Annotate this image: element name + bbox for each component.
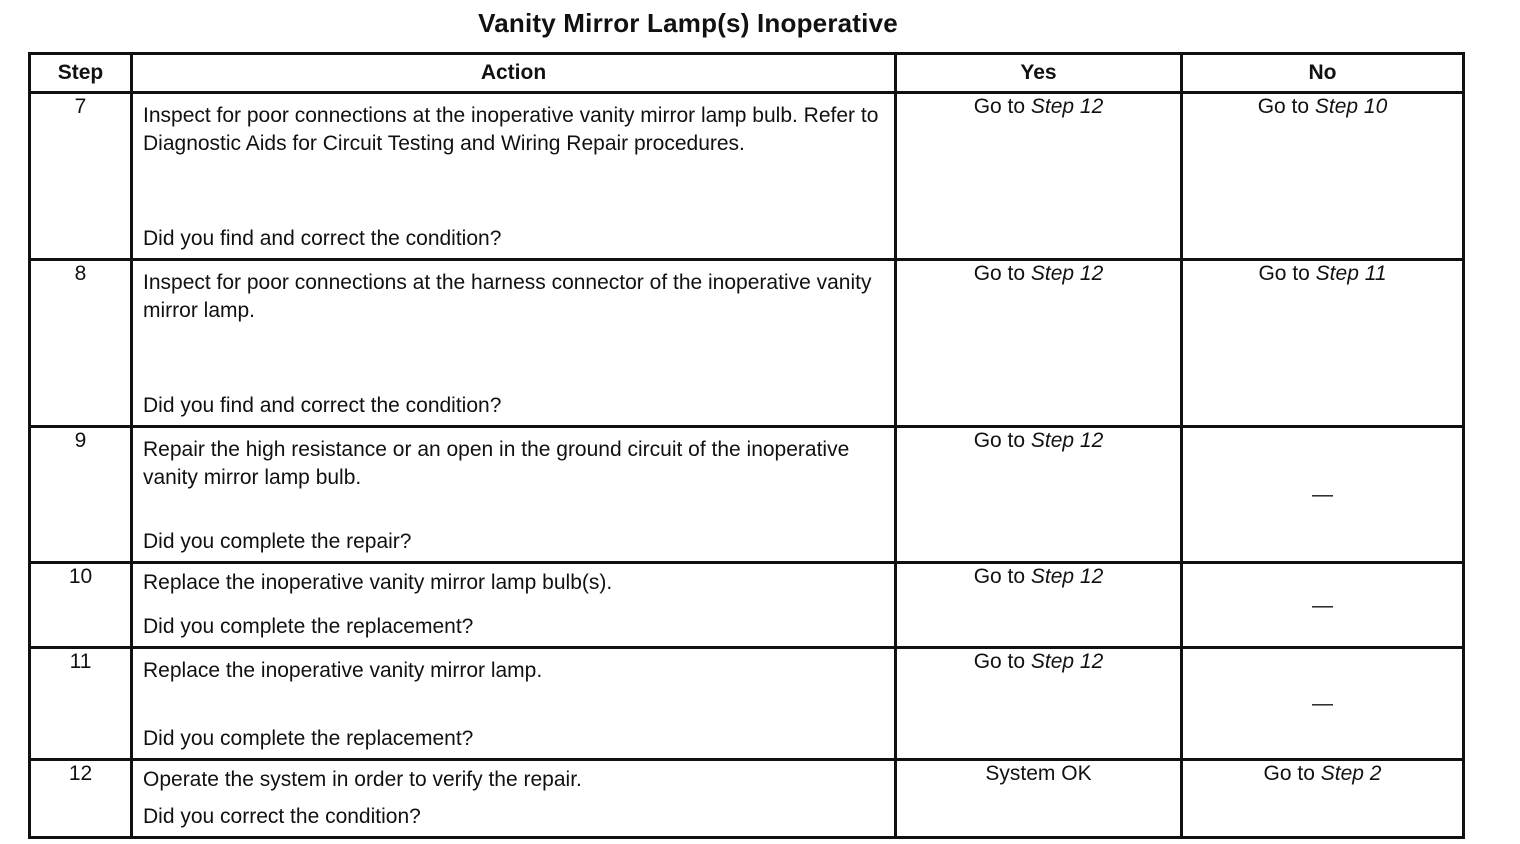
yes-goto-prefix: Go to bbox=[973, 429, 1031, 452]
action-cell bbox=[132, 260, 896, 427]
action-cell bbox=[132, 563, 896, 648]
no-goto-step: Step 2 bbox=[1320, 762, 1382, 785]
yes-cell-system-ok: System OK bbox=[896, 760, 1182, 838]
yes-cell bbox=[896, 260, 1182, 427]
yes-goto-prefix: Go to bbox=[973, 95, 1031, 118]
action-instruction: Repair the high resistance or an open in the ground circuit of the inoperative vanity mirror lamp bulb. bbox=[143, 438, 850, 489]
no-cell-dash: — bbox=[1182, 563, 1464, 648]
yes-goto-step: Step 12 bbox=[1030, 565, 1104, 588]
no-cell bbox=[1182, 93, 1464, 260]
action-question: Did you find and correct the condition? bbox=[143, 227, 502, 250]
action-instruction: Operate the system in order to verify the repair. bbox=[143, 768, 582, 791]
no-goto-prefix: Go to bbox=[1258, 262, 1316, 285]
action-instruction: Inspect for poor connections at the harness connector of the inoperative vanity mirror lamp. bbox=[143, 271, 872, 322]
no-goto-step: Step 11 bbox=[1315, 262, 1387, 285]
page-title: Vanity Mirror Lamp(s) Inoperative bbox=[478, 8, 898, 38]
yes-goto-prefix: Go to bbox=[973, 650, 1031, 673]
yes-goto-step: Step 12 bbox=[1030, 95, 1104, 118]
table-header-row bbox=[30, 54, 1464, 93]
step-number: 7 bbox=[30, 93, 132, 260]
action-question: Did you correct the condition? bbox=[143, 805, 421, 828]
action-cell bbox=[132, 427, 896, 563]
header-yes: Yes bbox=[896, 54, 1182, 93]
yes-goto-step: Step 12 bbox=[1030, 262, 1104, 285]
no-goto-step: Step 10 bbox=[1314, 95, 1388, 118]
yes-cell bbox=[896, 93, 1182, 260]
action-cell bbox=[132, 93, 896, 260]
header-action: Action bbox=[132, 54, 896, 93]
table-row bbox=[30, 260, 1464, 427]
no-cell-dash: — bbox=[1182, 648, 1464, 760]
step-number: 10 bbox=[30, 563, 132, 648]
yes-goto-step: Step 12 bbox=[1030, 650, 1104, 673]
action-question: Did you complete the replacement? bbox=[143, 615, 474, 638]
action-instruction: Replace the inoperative vanity mirror lamp bulb(s). bbox=[143, 571, 613, 594]
yes-cell bbox=[896, 427, 1182, 563]
table-row bbox=[30, 648, 1464, 760]
action-question: Did you complete the repair? bbox=[143, 530, 412, 553]
yes-cell bbox=[896, 563, 1182, 648]
table-row bbox=[30, 563, 1464, 648]
no-cell bbox=[1182, 260, 1464, 427]
table-row bbox=[30, 93, 1464, 260]
header-no: No bbox=[1182, 54, 1464, 93]
no-goto-prefix: Go to bbox=[1263, 762, 1321, 785]
header-step: Step bbox=[30, 54, 132, 93]
action-question: Did you complete the replacement? bbox=[143, 727, 474, 750]
step-number: 9 bbox=[30, 427, 132, 563]
action-instruction: Inspect for poor connections at the inoperative vanity mirror lamp bulb. Refer to Diagnostic Aids for Circuit Testing and Wiring Repair procedures. bbox=[143, 104, 879, 155]
no-goto-prefix: Go to bbox=[1257, 95, 1315, 118]
table-row bbox=[30, 760, 1464, 838]
yes-cell bbox=[896, 648, 1182, 760]
yes-goto-prefix: Go to bbox=[973, 262, 1031, 285]
step-number: 12 bbox=[30, 760, 132, 838]
action-cell bbox=[132, 760, 896, 838]
no-cell-dash: — bbox=[1182, 427, 1464, 563]
table-row bbox=[30, 427, 1464, 563]
action-instruction: Replace the inoperative vanity mirror lamp. bbox=[143, 659, 543, 682]
diagnostic-table bbox=[28, 52, 1465, 839]
yes-goto-prefix: Go to bbox=[973, 565, 1031, 588]
action-question: Did you find and correct the condition? bbox=[143, 394, 502, 417]
yes-goto-step: Step 12 bbox=[1030, 429, 1104, 452]
action-cell bbox=[132, 648, 896, 760]
step-number: 11 bbox=[30, 648, 132, 760]
step-number: 8 bbox=[30, 260, 132, 427]
no-cell bbox=[1182, 760, 1464, 838]
